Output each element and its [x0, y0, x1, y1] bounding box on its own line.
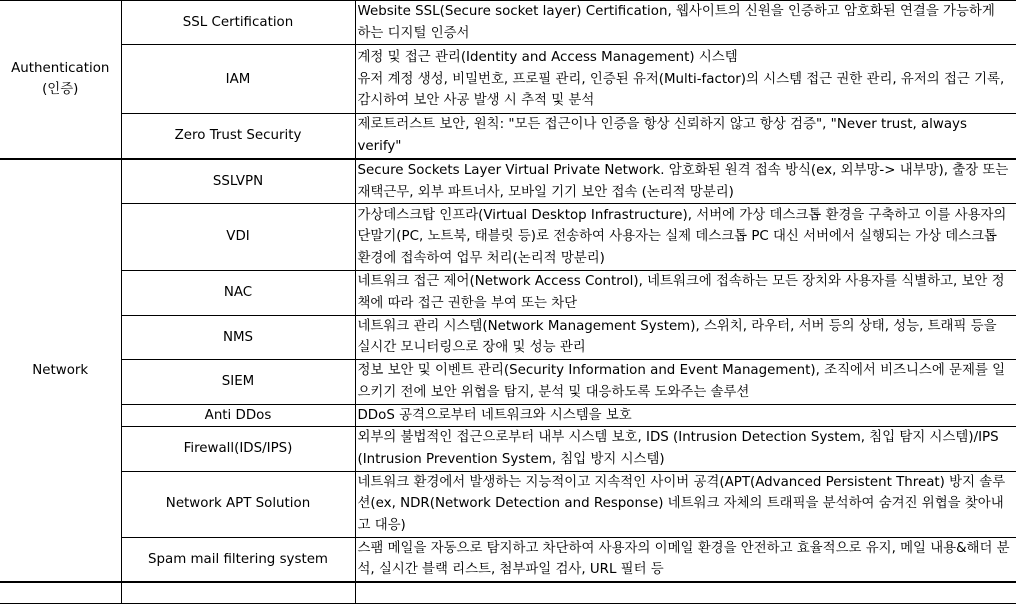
category-cell-network — [0, 159, 121, 582]
item-name-zero-trust: Zero Trust Security — [121, 114, 355, 159]
item-desc-spam-filter: 스팸 메일을 자동으로 탐지하고 차단하여 사용자의 이메일 환경을 안전하고 효율적으로 유지, 메일 내용&해더 분석, 실시간 블랙 리스트, 첨부파일 검사, URL 필터 등 — [355, 537, 1016, 582]
item-name-firewall: Firewall(IDS/IPS) — [121, 427, 355, 471]
item-desc-nms: 네트워크 관리 시스템(Network Management System), 스위치, 라우터, 서버 등의 상태, 성능, 트래픽 등을 실시간 모니터링으로 장애 및 성능 관리 — [355, 315, 1016, 359]
item-name-sslvpn: SSLVPN — [121, 159, 355, 204]
item-desc-iam: 계정 및 접근 관리(Identity and Access Management) 시스템 유저 계정 생성, 비밀번호, 프로필 관리, 인증된 유저(Multi-factor)의 시스템 접근 권한 관리, 유저의 접근 기록, 감시하여 보안 사공 발생 시 추적 및 분석 — [355, 45, 1016, 114]
next-item-desc-cell — [355, 582, 1016, 604]
item-name-nac: NAC — [121, 271, 355, 315]
category-label: Authentication (인증) — [11, 60, 110, 98]
next-item-name-cell — [121, 582, 355, 604]
category-label: Network — [32, 362, 89, 378]
item-desc-zero-trust: 제로트러스트 보안, 원칙: "모든 접근이나 인증을 항상 신뢰하지 않고 항상 검증", "Never trust, always verify" — [355, 114, 1016, 159]
item-desc-sslvpn: Secure Sockets Layer Virtual Private Network. 암호화된 원격 접속 방식(ex, 외부망-> 내부망), 출장 또는 재택근무, 외부 파트너사, 모바일 기기 보안 접속 (논리적 망분리) — [355, 159, 1016, 204]
item-name-nms: NMS — [121, 315, 355, 359]
item-desc-anti-ddos: DDoS 공격으로부터 네트워크와 시스템을 보호 — [355, 404, 1016, 427]
item-name-ssl-certification: SSL Certification — [121, 1, 355, 45]
next-category-cell — [0, 582, 121, 604]
item-name-network-apt: Network APT Solution — [121, 471, 355, 537]
item-name-spam-filter: Spam mail filtering system — [121, 537, 355, 582]
item-name-siem: SIEM — [121, 360, 355, 404]
item-name-anti-ddos: Anti DDos — [121, 404, 355, 427]
category-cell-authentication — [0, 1, 121, 159]
item-desc-nac: 네트워크 접근 제어(Network Access Control), 네트워크에 접속하는 모든 장치와 사용자를 식별하고, 보안 정책에 따라 접근 권한을 부여 또는 차단 — [355, 271, 1016, 315]
item-desc-ssl-certification: Website SSL(Secure socket layer) Certification, 웹사이트의 신원을 인증하고 암호화된 연결을 가능하게 하는 디지털 인증서 — [355, 1, 1016, 45]
item-desc-vdi: 가상데스크탑 인프라(Virtual Desktop Infrastructure), 서버에 가상 데스크톱 환경을 구축하고 이를 사용자의 단말기(PC, 노트북, 태블릿 등)로 전송하여 사용자는 실제 데스크톱 PC 대신 서버에서 실행되는 가상 데스크톱 환경에 접속하여 업무 처리(논리적 망분리) — [355, 204, 1016, 271]
item-desc-siem: 정보 보안 및 이벤트 관리(Security Information and Event Management), 조직에서 비즈니스에 문제를 일으키기 전에 보안 위협을 탐지, 분석 및 대응하도록 도와주는 솔루션 — [355, 360, 1016, 404]
item-name-iam: IAM — [121, 45, 355, 114]
item-desc-firewall: 외부의 불법적인 접근으로부터 내부 시스템 보호, IDS (Intrusion Detection System, 침입 탐지 시스템)/IPS (Intrusion Prevention System, 침입 방지 시스템) — [355, 427, 1016, 471]
item-name-vdi: VDI — [121, 204, 355, 271]
item-desc-network-apt: 네트워크 환경에서 발생하는 지능적이고 지속적인 사이버 공격(APT(Advanced Persistent Threat) 방지 솔루션(ex, NDR(Network Detection and Response) 네트워크 자체의 트래픽을 분석하여 숨겨진 위협을 찾아내고 대응) — [355, 471, 1016, 537]
